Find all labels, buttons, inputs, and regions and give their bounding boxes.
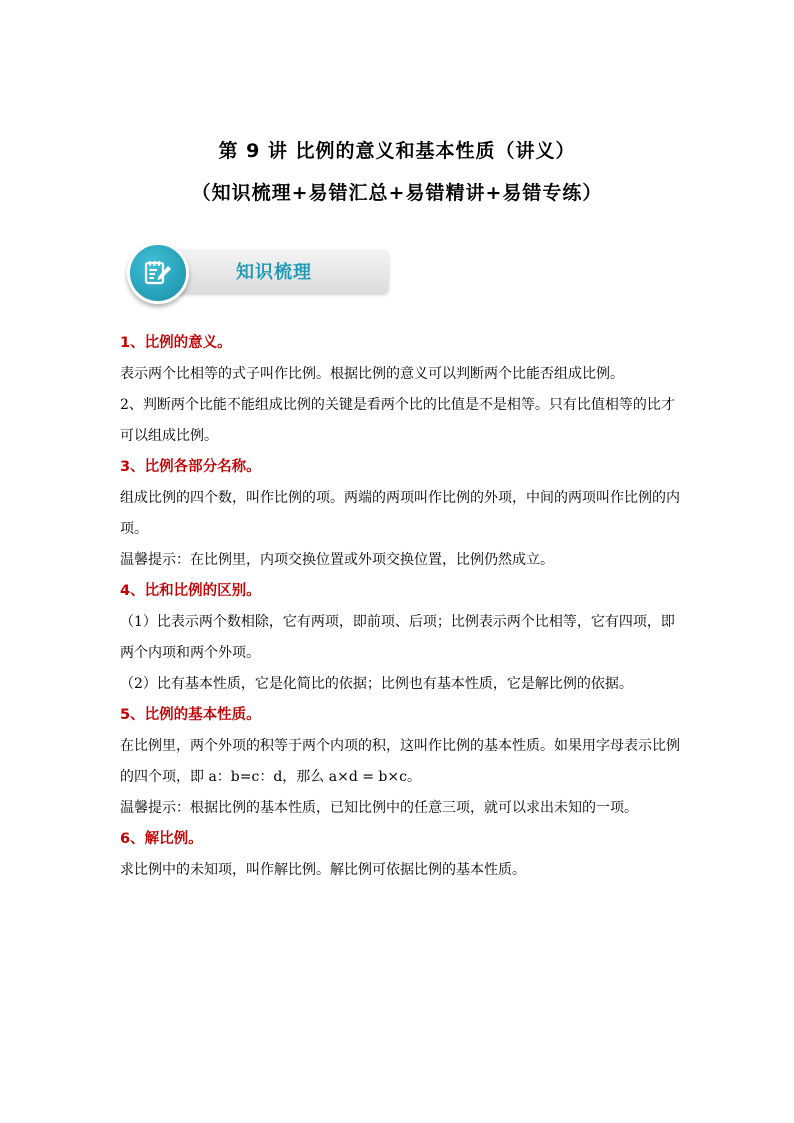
paragraph: 在比例里，两个外项的积等于两个内项的积，这叫作比例的基本性质。如果用字母表示比例的四个项，即 a：b=c：d，那么 a×d = b×c。 [120,738,680,785]
paragraph: （1）比表示两个数相除，它有两项，即前项、后项；比例表示两个比相等，它有四项，即两个内项和两个外项。 [120,614,675,661]
page-subtitle: （知识梳理+易错汇总+易错精讲+易错专练） [191,182,603,204]
section-heading-4: 4、比和比例的区别。 [120,583,261,599]
paragraph: （2）比有基本性质，它是化简比的依据；比例也有基本性质，它是解比例的依据。 [120,676,633,692]
paragraph: 2、判断两个比能不能组成比例的关键是看两个比的比值是不是相等。只有比值相等的比才可以组成比例。 [120,397,675,444]
section-heading-6: 6、解比例。 [120,831,203,847]
paragraph: 求比例中的未知项，叫作解比例。解比例可依据比例的基本性质。 [120,862,526,878]
notepad-pen-icon [143,257,173,287]
section-banner [123,245,390,297]
banner-icon-circle [127,242,189,304]
section-heading-5: 5、比例的基本性质。 [120,707,261,723]
banner-label: 知识梳理 [236,262,312,283]
section-heading-3: 3、比例各部分名称。 [120,459,261,475]
paragraph: 温馨提示：根据比例的基本性质，已知比例中的任意三项，就可以求出未知的一项。 [120,800,638,816]
section-heading-1: 1、比例的意义。 [120,335,232,351]
paragraph: 表示两个比相等的式子叫作比例。根据比例的意义可以判断两个比能否组成比例。 [120,366,624,382]
knowledge-content [120,328,680,886]
paragraph: 温馨提示：在比例里，内项交换位置或外项交换位置，比例仍然成立。 [120,552,554,568]
page-title: 第 9 讲 比例的意义和基本性质（讲义） [218,140,576,162]
paragraph: 组成比例的四个数，叫作比例的项。两端的两项叫作比例的外项，中间的两项叫作比例的内项。 [120,490,680,537]
